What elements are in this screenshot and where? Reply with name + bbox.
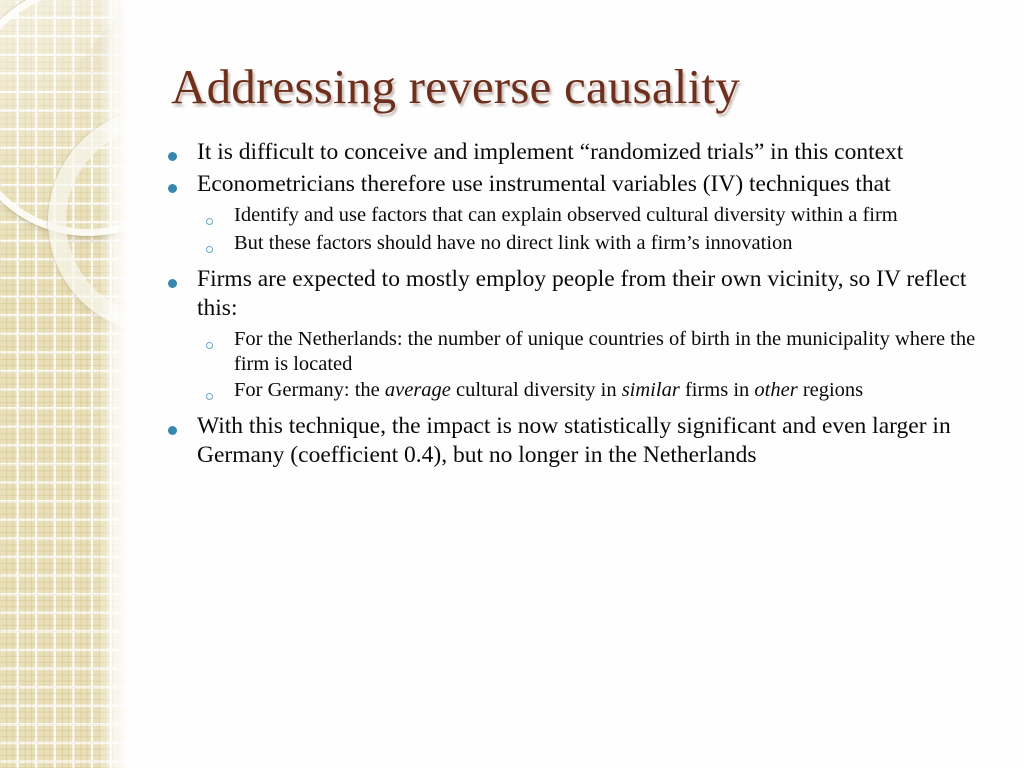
bullet-text: For the Netherlands: the number of unique countries of birth in the municipality where the firm is located xyxy=(234,328,976,376)
bullet-text: But these factors should have no direct link with a firm’s innovation xyxy=(234,232,793,255)
bullet-text: Econometricians therefore use instrumental variables (IV) techniques that xyxy=(197,171,891,198)
sub-bullet-ring-icon xyxy=(206,231,234,258)
bullet-item-level-1 xyxy=(168,412,986,470)
bullet-item-level-2 xyxy=(168,327,986,377)
grid-right-fade xyxy=(98,0,128,768)
emphasis-text: other xyxy=(754,379,798,402)
sub-bullet-ring-icon xyxy=(206,378,234,405)
slide-bullet-list xyxy=(168,138,986,474)
plain-text: cultural diversity in xyxy=(450,379,622,402)
bullet-item-level-2 xyxy=(168,231,986,258)
hollow-circle-icon xyxy=(206,342,213,349)
bullet-text: With this technique, the impact is now statistically significant and even larger in Germany (coefficient 0.4), but no longer in the Netherlands xyxy=(197,413,951,469)
bullet-text: Firms are expected to mostly employ people from their own vicinity, so IV reflect this: xyxy=(197,266,967,322)
bullet-dot-icon xyxy=(168,138,197,166)
bullet-text xyxy=(234,378,986,403)
bullet-dot-icon xyxy=(168,170,197,198)
hollow-circle-icon xyxy=(206,393,213,400)
filled-circle-icon xyxy=(168,426,177,435)
bullet-item-level-2 xyxy=(168,203,986,230)
bullet-dot-icon xyxy=(168,265,197,293)
bullet-dot-icon xyxy=(168,412,197,440)
bullet-item-level-1 xyxy=(168,138,986,167)
bullet-item-level-2 xyxy=(168,378,986,405)
slide-content-area xyxy=(168,0,1008,768)
emphasis-text: average xyxy=(384,379,451,402)
plain-text: For Germany: the xyxy=(234,379,385,402)
decorative-sidebar xyxy=(0,0,128,768)
bullet-item-level-1 xyxy=(168,265,986,323)
filled-circle-icon xyxy=(168,184,177,193)
plain-text: firms in xyxy=(679,379,755,402)
plain-text: regions xyxy=(797,379,864,402)
filled-circle-icon xyxy=(168,279,177,288)
slide-title: Addressing reverse causality xyxy=(171,59,740,114)
filled-circle-icon xyxy=(168,152,177,161)
emphasis-text: similar xyxy=(621,379,680,402)
bullet-text: Identify and use factors that can explain observed cultural diversity within a firm xyxy=(234,204,898,227)
hollow-circle-icon xyxy=(206,246,213,253)
sub-bullet-ring-icon xyxy=(206,327,234,354)
bullet-text: It is difficult to conceive and implement “randomized trials” in this context xyxy=(197,139,904,165)
bullet-item-level-1 xyxy=(168,170,986,199)
hollow-circle-icon xyxy=(206,218,213,225)
sub-bullet-ring-icon xyxy=(206,203,234,230)
